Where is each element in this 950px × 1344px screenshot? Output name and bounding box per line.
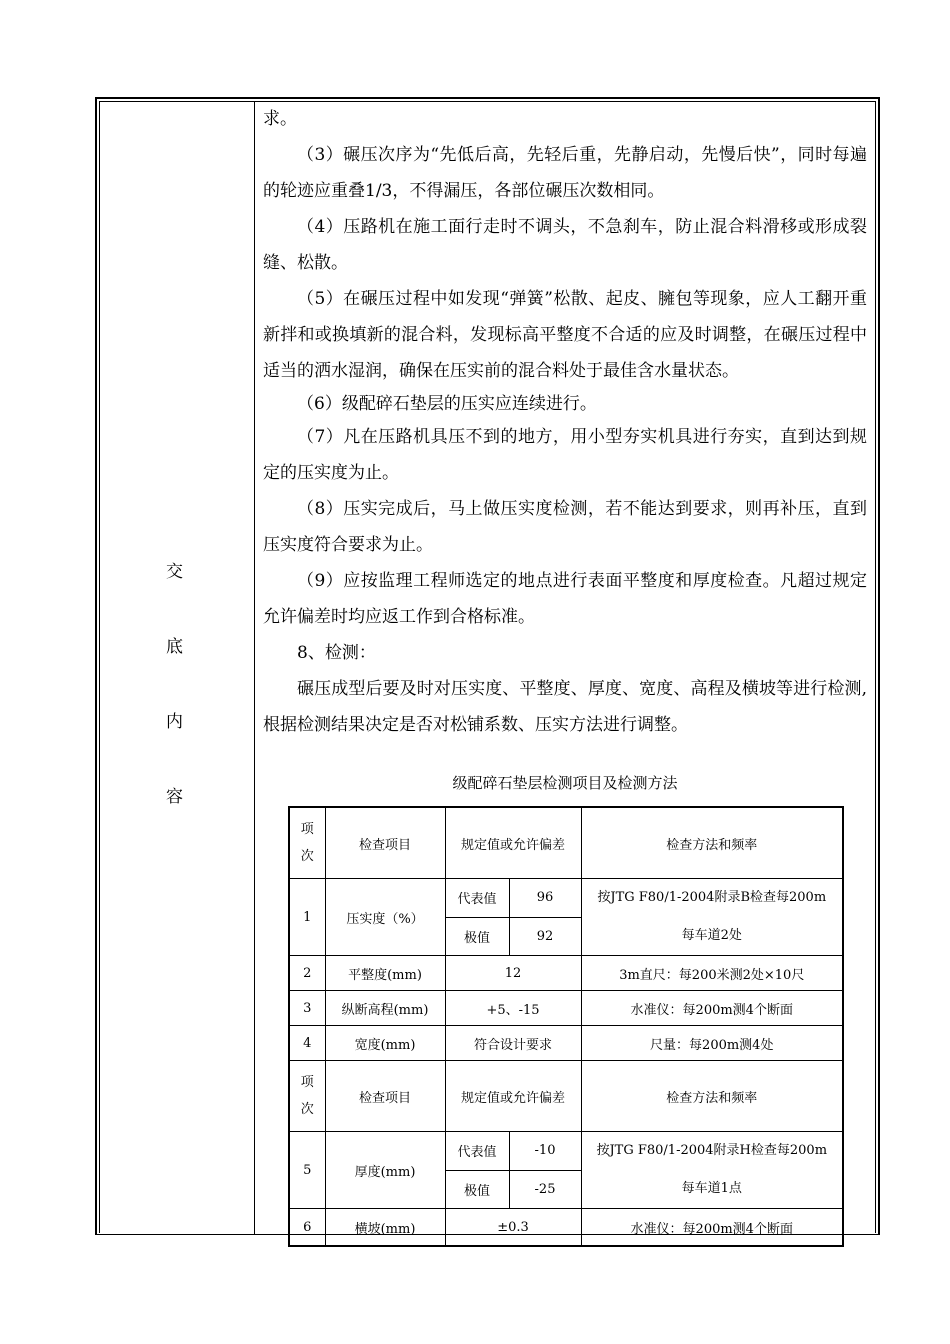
row-3-no: 3 (289, 991, 325, 1026)
row-4-item: 宽度(mm) (325, 1026, 445, 1061)
row-5-method-line1: 按JTG F80/1-2004附录H检查每200m (596, 1143, 828, 1158)
row-5-method (581, 1132, 843, 1209)
row-1-rep-label: 代表值 (445, 879, 509, 918)
row-4-no: 4 (289, 1026, 325, 1061)
row-3-item: 纵断高程(mm) (325, 991, 445, 1026)
table-row (289, 1209, 843, 1247)
row-2-no: 2 (289, 956, 325, 991)
header-no-line2: 次 (300, 849, 314, 864)
header-tolerance: 规定值或允许偏差 (445, 807, 581, 879)
paragraph-5: （7）凡在压路机具压不到的地方，用小型夯实机具进行夯实，直到达到规定的压实度为止。 (263, 427, 867, 483)
column-divider (254, 101, 255, 1235)
header-repeat-no (289, 1061, 325, 1132)
table-row (289, 991, 843, 1026)
table-row (289, 1026, 843, 1061)
row-6-tolerance: ±0.3 (445, 1209, 581, 1247)
row-6-no: 6 (289, 1209, 325, 1247)
content-body (263, 101, 867, 743)
header-item: 检查项目 (325, 807, 445, 879)
header-method: 检查方法和频率 (581, 807, 843, 879)
table-row (289, 1132, 843, 1171)
header-no-line1: 项 (300, 822, 314, 837)
side-label-char-3: 内 (166, 712, 183, 732)
row-1-lim-value: 92 (509, 917, 581, 956)
side-label-char-2: 底 (166, 637, 183, 657)
paragraph-4: （6）级配碎石垫层的压实应连续进行。 (297, 394, 597, 414)
row-4-tolerance: 符合设计要求 (445, 1026, 581, 1061)
row-4-method: 尺量：每200m测4处 (581, 1026, 843, 1061)
paragraph-9: 碾压成型后要及时对压实度、平整度、厚度、宽度、高程及横坡等进行检测,根据检测结果决定是否对松铺系数、压实方法进行调整。 (263, 679, 867, 735)
header-repeat-no-line2: 次 (300, 1102, 314, 1117)
row-5-lim-value: -25 (509, 1170, 581, 1209)
row-5-lim-label: 极值 (445, 1170, 509, 1209)
table-row (289, 879, 843, 918)
header-repeat-item: 检查项目 (325, 1061, 445, 1132)
row-2-item: 平整度(mm) (325, 956, 445, 991)
row-2-tolerance: 12 (445, 956, 581, 991)
table-header-row (289, 807, 843, 879)
header-repeat-no-line1: 项 (300, 1075, 314, 1090)
header-repeat-method: 检查方法和频率 (581, 1061, 843, 1132)
table-caption: 级配碎石垫层检测项目及检测方法 (452, 774, 678, 792)
paragraph-8: 8、检测： (297, 643, 376, 663)
paragraph-0: 求。 (263, 109, 297, 129)
side-label-char-4: 容 (166, 787, 183, 807)
row-5-no: 5 (289, 1132, 325, 1209)
table-row (289, 956, 843, 991)
row-1-lim-label: 极值 (445, 917, 509, 956)
paragraph-7: （9）应按监理工程师选定的地点进行表面平整度和厚度检查。凡超过规定允许偏差时均应返工作到合格标准。 (263, 571, 867, 627)
row-1-method (581, 879, 843, 956)
header-repeat-tolerance: 规定值或允许偏差 (445, 1061, 581, 1132)
row-5-item: 厚度(mm) (325, 1132, 445, 1209)
inspection-table (288, 806, 844, 1247)
row-1-no: 1 (289, 879, 325, 956)
row-1-method-line2: 每车道2处 (681, 928, 742, 943)
row-3-method: 水准仪：每200m测4个断面 (581, 991, 843, 1026)
row-6-item: 横坡(mm) (325, 1209, 445, 1247)
header-no (289, 807, 325, 879)
paragraph-3: （5）在碾压过程中如发现“弹簧”松散、起皮、臃包等现象，应人工翻开重新拌和或换填新的混合料，发现标高平整度不合适的应及时调整，在碾压过程中适当的洒水湿润，确保在压实前的混合料处于最佳含水量状态。 (263, 289, 867, 381)
row-5-method-line2: 每车道1点 (681, 1181, 742, 1196)
row-3-tolerance: +5、-15 (445, 991, 581, 1026)
paragraph-1: （3）碾压次序为“先低后高，先轻后重，先静启动，先慢后快”，同时每遍的轮迹应重叠1/3，不得漏压，各部位碾压次数相同。 (263, 145, 867, 201)
row-1-rep-value: 96 (509, 879, 581, 918)
row-1-item: 压实度（%） (325, 879, 445, 956)
row-5-rep-label: 代表值 (445, 1132, 509, 1171)
row-5-rep-value: -10 (509, 1132, 581, 1171)
paragraph-6: （8）压实完成后，马上做压实度检测，若不能达到要求，则再补压，直到压实度符合要求为止。 (263, 499, 867, 555)
row-6-method: 水准仪：每200m测4个断面 (581, 1209, 843, 1247)
side-label-char-1: 交 (166, 562, 183, 582)
row-1-method-line1: 按JTG F80/1-2004附录B检查每200m (597, 890, 827, 905)
table-header-row-repeat (289, 1061, 843, 1132)
row-2-method: 3m直尺：每200米测2处×10尺 (581, 956, 843, 991)
paragraph-2: （4）压路机在施工面行走时不调头，不急刹车，防止混合料滑移或形成裂缝、松散。 (263, 217, 867, 273)
